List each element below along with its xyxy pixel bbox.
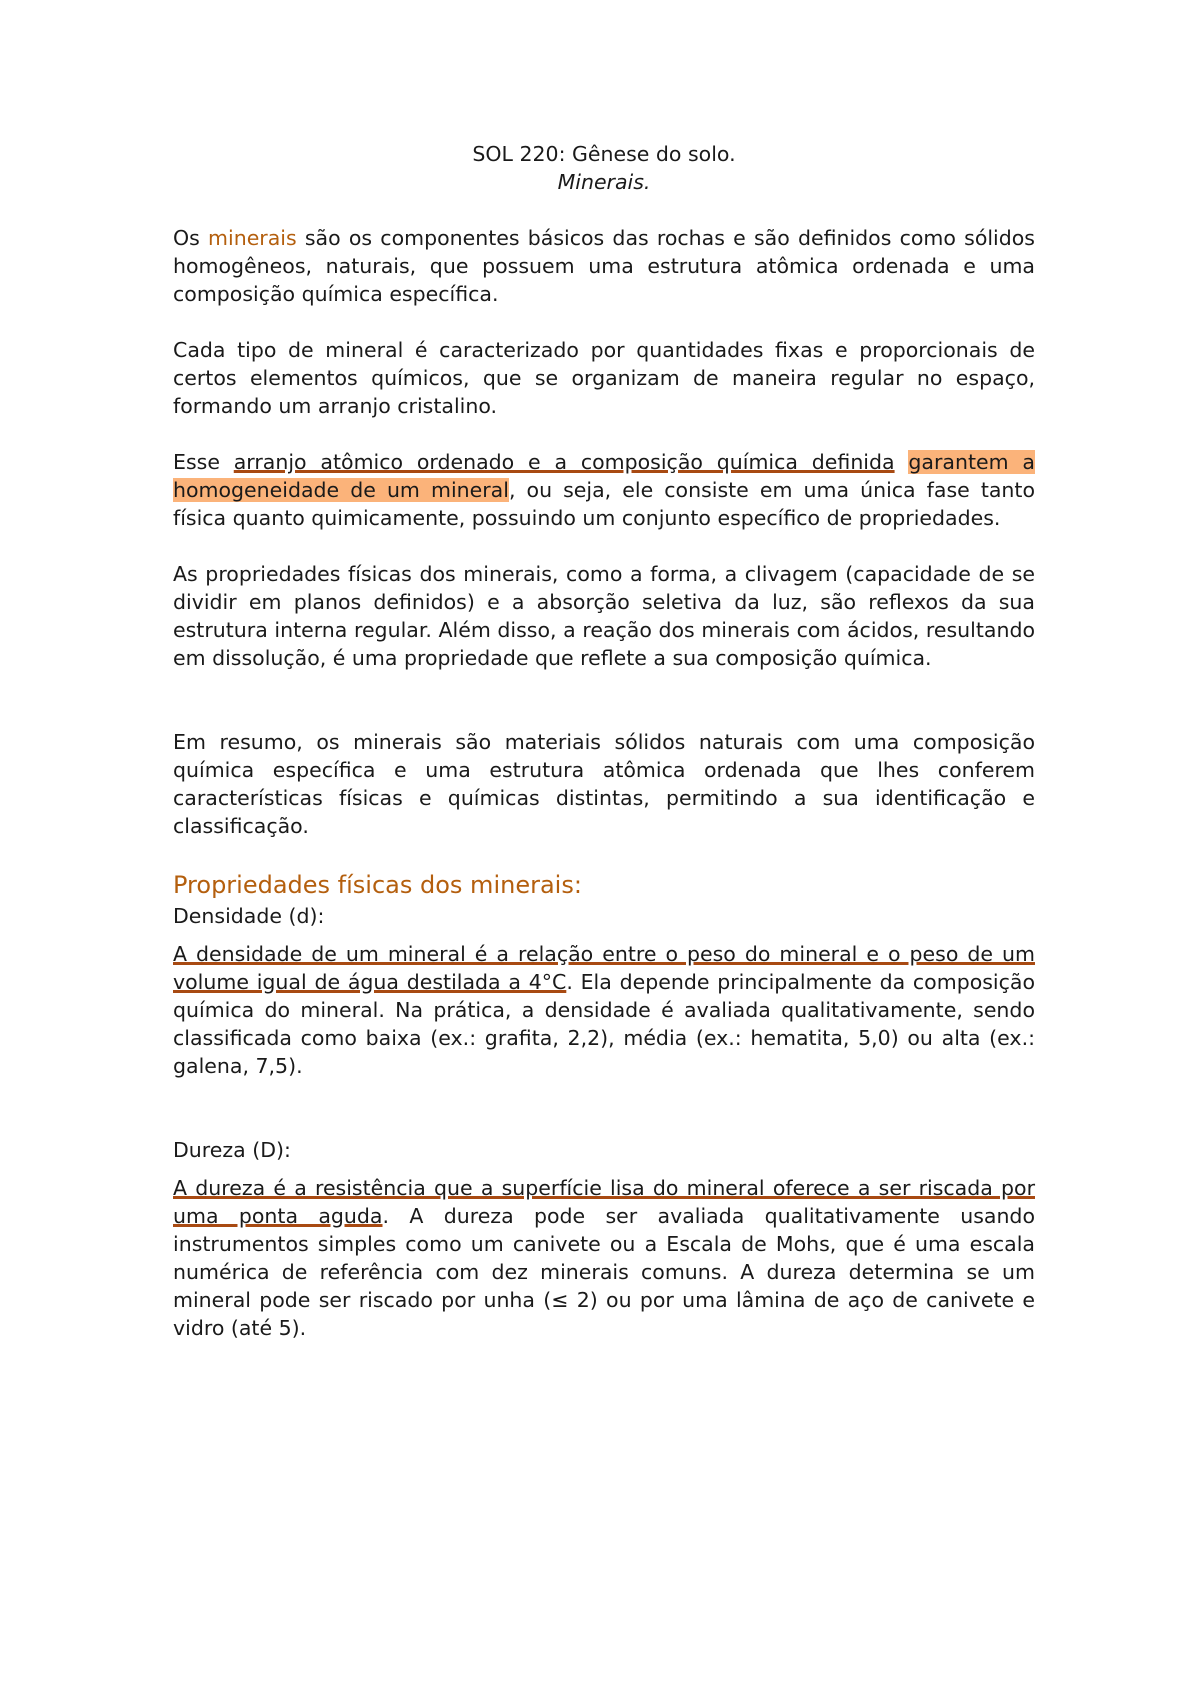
text-run: Esse (173, 450, 234, 474)
title-block (173, 140, 1035, 196)
spacer (173, 1108, 1035, 1136)
section-heading: Propriedades físicas dos minerais: (173, 871, 582, 899)
underlined-text: A dureza é a resistência que a superfície lisa do mineral oferece a ser riscada por uma ponta aguda (173, 1176, 1035, 1228)
keyword-minerais: minerais (208, 226, 297, 250)
text-run: , ou seja, ele consiste em uma única fase tanto física quanto quimicamente, possuindo um conjunto específico de propriedades. (173, 478, 1035, 530)
paragraph-physical-properties: As propriedades físicas dos minerais, como a forma, a clivagem (capacidade de se dividir em planos definidos) e a absorção seletiva da luz, são reflexos da sua estrutura interna regular. Além disso, a reação dos minerais com ácidos, resultando em dissolução, é uma propriedade que reflete a sua composição química. (173, 562, 1035, 670)
course-title: SOL 220: Gênese do solo. (472, 142, 736, 166)
text-run: são os componentes básicos das rochas e são definidos como sólidos homogêneos, naturais, que possuem uma estrutura atômica ordenada e uma composição química específica. (173, 226, 1035, 306)
text-run: . Ela depende principalmente da composição química do mineral. Na prática, a densidade é avaliada qualitativamente, sendo classificada como baixa (ex.: grafita, 2,2), média (ex.: hematita, 5,0) ou alta (ex.: galena, 7,5). (173, 970, 1036, 1078)
underlined-text: A densidade de um mineral é a relação entre o peso do mineral e o peso de um volume igual de água destilada a 4°C (173, 942, 1035, 994)
topic-title: Minerais. (557, 170, 651, 194)
spacer (173, 700, 1035, 728)
highlighted-text: garantem a homogeneidade de um mineral (173, 450, 1035, 502)
text-run: Os (173, 226, 209, 250)
hardness-heading: Dureza (D): (173, 1138, 291, 1162)
document-page (173, 140, 1035, 1370)
paragraph-summary: Em resumo, os minerais são materiais sólidos naturais com uma composição química específica e uma estrutura atômica ordenada que lhes conferem características físicas e químicas distintas, permitindo a sua identificação e classificação. (173, 730, 1035, 838)
paragraph-homogeneity (173, 448, 1035, 532)
paragraph-composition: Cada tipo de mineral é caracterizado por quantidades fixas e proporcionais de certos elementos químicos, que se organizam de maneira regular no espaço, formando um arranjo cristalino. (173, 338, 1035, 418)
text-run (895, 450, 909, 474)
underlined-text: arranjo atômico ordenado e a composição química definida (233, 450, 895, 474)
paragraph-definition (173, 224, 1035, 308)
paragraph-density (173, 940, 1035, 1080)
density-heading: Densidade (d): (173, 904, 325, 928)
text-run: . A dureza pode ser avaliada qualitativamente usando instrumentos simples como um canivete ou a Escala de Mohs, que é uma escala numérica de referência com dez minerais comuns. A dureza determina se um mineral pode ser riscado por unha (≤ 2) ou por uma lâmina de aço de canivete e vidro (até 5). (173, 1204, 1035, 1340)
paragraph-hardness (173, 1174, 1035, 1342)
